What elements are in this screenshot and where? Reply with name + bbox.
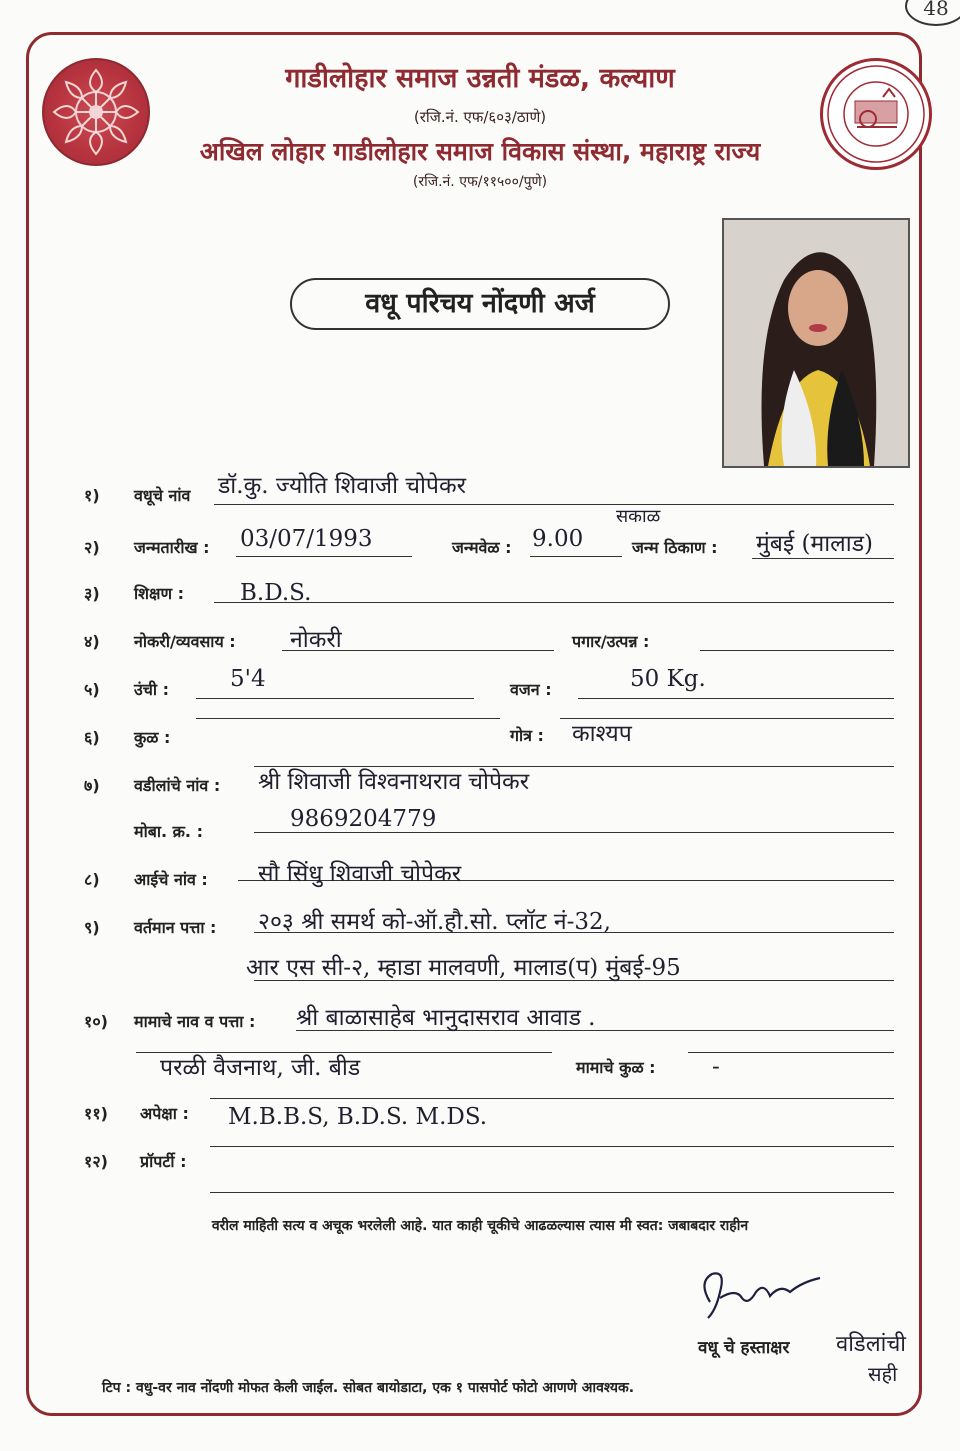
page-number: 48 [905,0,960,26]
registration-number-1: (रजि.नं. एफ/६०३/ठाणे) [413,108,547,126]
father-name-label: वडीलांचे नांव : [134,776,221,795]
education-value: B.D.S. [240,580,312,606]
maternal-uncle-value-2: परळी वैजनाथ, जी. बीड [160,1055,361,1081]
address-label: वर्तमान पत्ता : [134,918,217,937]
education-label: शिक्षण : [134,584,185,603]
bride-name-value: डॉ.कु. ज्योति शिवाजी चोपेकर [218,473,467,499]
footnote: टिप : वधु-वर नाव नोंदणी मोफत केली जाईल. सोबत बायोडाटा, एक १ पासपोर्ट फोटो आणणे आवश्यक. [102,1380,635,1396]
weight-label: वजन : [510,680,552,699]
maternal-kul-label: मामाचे कुळ : [576,1058,656,1077]
kul-label: कुळ : [134,728,171,747]
gotra-label: गोत्र : [510,726,544,745]
expectation-value: M.B.B.S, B.D.S. M.DS. [228,1104,488,1130]
height-label: उंची : [134,680,170,699]
dob-label: जन्मतारीख : [134,538,210,557]
field-number: ३) [84,584,100,603]
mother-name-value: सौ सिंधु शिवाजी चोपेकर [258,861,462,887]
birth-time-note: सकाळ [616,506,661,527]
salary-label: पगार/उत्पन्न : [572,632,650,651]
property-line-2 [210,1192,894,1193]
height-line [196,698,474,699]
bride-photo [722,218,910,468]
birth-place-line [752,558,894,559]
expectation-label: अपेक्षा : [140,1104,189,1123]
dob-value: 03/07/1993 [240,526,373,552]
registration-number-2: (रजि.नं. एफ/११५००/पुणे) [412,174,548,190]
dob-line [236,556,412,557]
mother-name-label: आईचे नांव : [134,870,208,889]
declaration-text: वरील माहिती सत्य व अचूक भरलेली आहे. यात काही चूकीचे आढळल्यास त्यास मी स्वत: जबाबदार राहीन [211,1218,749,1234]
mobile-label: मोबा. क्र. : [134,822,203,841]
field-number: १०) [84,1012,108,1031]
field-number: ५) [84,680,100,699]
height-value: 5'4 [230,666,266,692]
birth-time-label: जन्मवेळ : [452,538,512,557]
field-number: ११) [84,1104,108,1123]
bride-signature [690,1262,850,1330]
maternal-uncle-value-1: श्री बाळासाहेब भानुदासराव आवाड . [296,1005,596,1031]
field-number: ६) [84,728,100,747]
bride-name-label: वधूचे नांव [134,486,191,505]
mobile-value: 9869204779 [290,806,437,832]
maternal-uncle-label: मामाचे नाव व पत्ता : [134,1012,256,1031]
field-number: ७) [84,776,100,795]
occupation-label: नोकरी/व्यवसाय : [134,632,236,651]
weight-value: 50 Kg. [630,666,706,692]
salary-line [700,650,894,651]
property-line-1 [210,1146,894,1147]
address-value-2: आर एस सी-२, म्हाडा मालवणी, मालाड(प) मुंबई-95 [246,955,681,981]
maternal-kul-line [688,1052,894,1053]
birth-time-line [530,556,622,557]
society-name: अखिल लोहार गाडीलोहार समाज विकास संस्था, महाराष्ट्र राज्य [199,137,761,166]
signature-label: वधू चे हस्ताक्षर [698,1338,790,1358]
gotra-value: काश्यप [572,721,632,747]
occupation-value: नोकरी [290,627,342,653]
field-number: ८) [84,870,100,889]
weight-line [578,698,894,699]
birth-place-label: जन्म ठिकाण : [632,538,718,557]
maternal-kul-value: - [712,1054,720,1080]
field-number: १२) [84,1152,108,1171]
property-label: प्रॉपर्टी : [140,1152,187,1171]
bride-name-line [214,504,894,505]
father-name-value: श्री शिवाजी विश्वनाथराव चोपेकर [258,769,530,795]
expectation-line [210,1098,894,1099]
guardian-sign-line-1: वडिलांची [836,1332,906,1357]
field-number: ४) [84,632,100,651]
form-title: वधू परिचय नोंदणी अर्ज [290,278,670,330]
organisation-name: गाडीलोहार समाज उन्नती मंडळ, कल्याण [285,63,675,94]
field-number: १) [84,486,100,505]
birth-time-value: 9.00 [532,526,584,552]
guardian-sign-line-2: सही [868,1362,898,1386]
address-value-1: २०३ श्री समर्थ को-ऑ.हौ.सो. प्लॉट नं-32, [258,909,611,935]
mobile-line [254,832,894,833]
kul-line [196,718,500,719]
birth-place-value: मुंबई (मालाड) [756,531,874,557]
field-number: ९) [84,918,100,937]
field-number: २) [84,538,100,557]
education-line [214,602,894,603]
